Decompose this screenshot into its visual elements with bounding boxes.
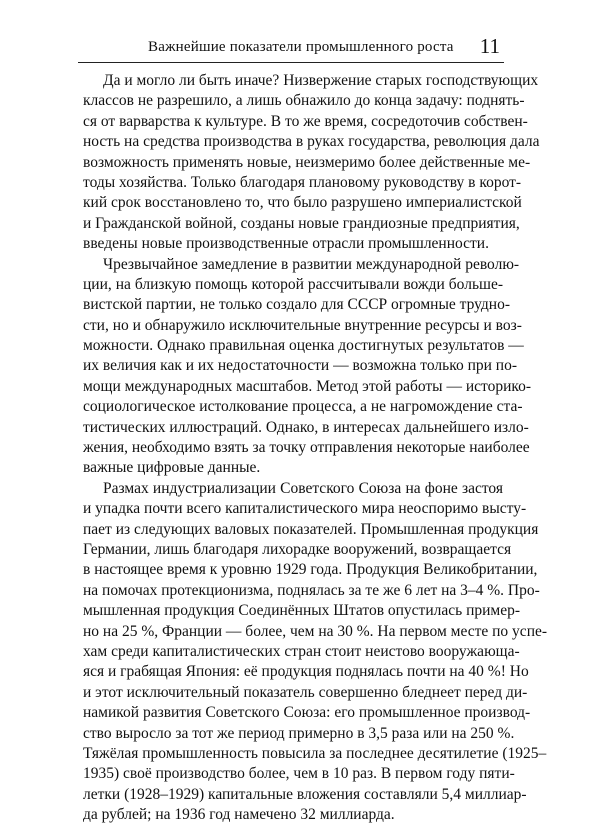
- text-line: 1935) своё производство более, чем в 10 раз. В первом году пяти-: [83, 765, 515, 783]
- text-line: Тяжёлая промышленность повысила за последнее десятилетие (1925–: [83, 744, 547, 762]
- text-line: яся и грабящая Япония: её продукция поднялась почти на 40 %! Но: [83, 663, 529, 681]
- text-line: социологическое истолкование процесса, а не нагромождение ста-: [83, 398, 523, 416]
- text-line: Да и могло ли быть иначе? Низвержение старых господствующих: [103, 72, 539, 89]
- text-line: введены новые производственные отрасли промышленности.: [83, 235, 489, 253]
- text-line: ции, на близкую помощь которой рассчитывали вожди больше-: [83, 275, 503, 293]
- body-text: [83, 71, 548, 825]
- text-line: летки (1928–1929) капитальные вложения составляли 5,4 миллиар-: [83, 785, 527, 803]
- text-line: кий срок восстановлено то, что было разрушено империалистской: [83, 194, 522, 212]
- text-line: важные цифровые данные.: [83, 459, 261, 477]
- text-line: жения, необходимо взять за точку отправления некоторые наиболее: [83, 439, 530, 457]
- text-line: и этот исключительный показатель совершенно бледнеет перед ди-: [83, 683, 528, 701]
- running-header: [78, 30, 504, 63]
- text-line: и Гражданской войной, созданы новые грандиозные предприятия,: [83, 214, 520, 232]
- text-line: можности. Однако правильная оценка достигнутых результатов —: [83, 337, 524, 355]
- text-line: сти, но и обнаружило исключительные внутренние ресурсы и воз-: [83, 316, 522, 334]
- text-line: классов не разрешило, а лишь обнажило до конца задачу: поднять-: [83, 92, 525, 110]
- text-line: их величия как и их недостаточности — возможна только при по-: [83, 357, 517, 375]
- text-line: в настоящее время к уровню 1929 года. Продукция Великобритании,: [83, 561, 538, 579]
- text-line: на помочах протекционизма, поднялась за те же 6 лет на 3–4 %. Про-: [83, 581, 540, 599]
- page-number: 11: [479, 34, 500, 58]
- text-line: возможность применять новые, неизмеримо более действенные ме-: [83, 153, 531, 171]
- text-line: тистических иллюстраций. Однако, в интересах дальнейшего изло-: [83, 418, 529, 436]
- text-line: мышленная продукция Соединённых Штатов опустилась пример-: [83, 602, 521, 620]
- text-line: намикой развития Советского Союза: его промышленное производ-: [83, 704, 531, 722]
- text-line: мощи международных масштабов. Метод этой работы — историко-: [83, 377, 532, 395]
- text-line: и упадка почти всего капиталистического мира неоспоримо высту-: [83, 500, 527, 518]
- text-line: Чрезвычайное замедление в развитии международной револю-: [103, 255, 520, 273]
- text-line: пает из следующих валовых показателей. Промышленная продукция: [83, 520, 539, 538]
- text-line: ство выросло за тот же период примерно в 3,5 раза или на 250 %.: [83, 724, 515, 742]
- running-header-title: Важнейшие показатели промышленного роста: [148, 39, 454, 55]
- text-line: вистской партии, не только создало для СССР огромные трудно-: [83, 296, 510, 314]
- text-line: ся от варварства к культуре. В то же время, сосредоточив собствен-: [83, 112, 528, 130]
- text-line: но на 25 %, Франции — более, чем на 30 %. На первом месте по успе-: [83, 622, 548, 640]
- paragraph-3: [83, 479, 548, 825]
- text-line: да рублей; на 1936 год намечено 32 миллиарда.: [83, 806, 395, 824]
- text-line: Размах индустриализации Советского Союза на фоне застоя: [103, 479, 503, 497]
- text-line: хам среди капиталистических стран стоит неистово вооружающа-: [83, 642, 520, 660]
- paragraph-2: [83, 255, 532, 479]
- text-line: Германии, лишь благодаря лихорадке вооружений, возвращается: [83, 540, 512, 558]
- paragraph-1: [83, 71, 540, 255]
- text-line: тоды хозяйства. Только благодаря плановому руководству в корот-: [83, 173, 522, 191]
- text-line: ность на средства производства в руках государства, революция дала: [83, 133, 540, 151]
